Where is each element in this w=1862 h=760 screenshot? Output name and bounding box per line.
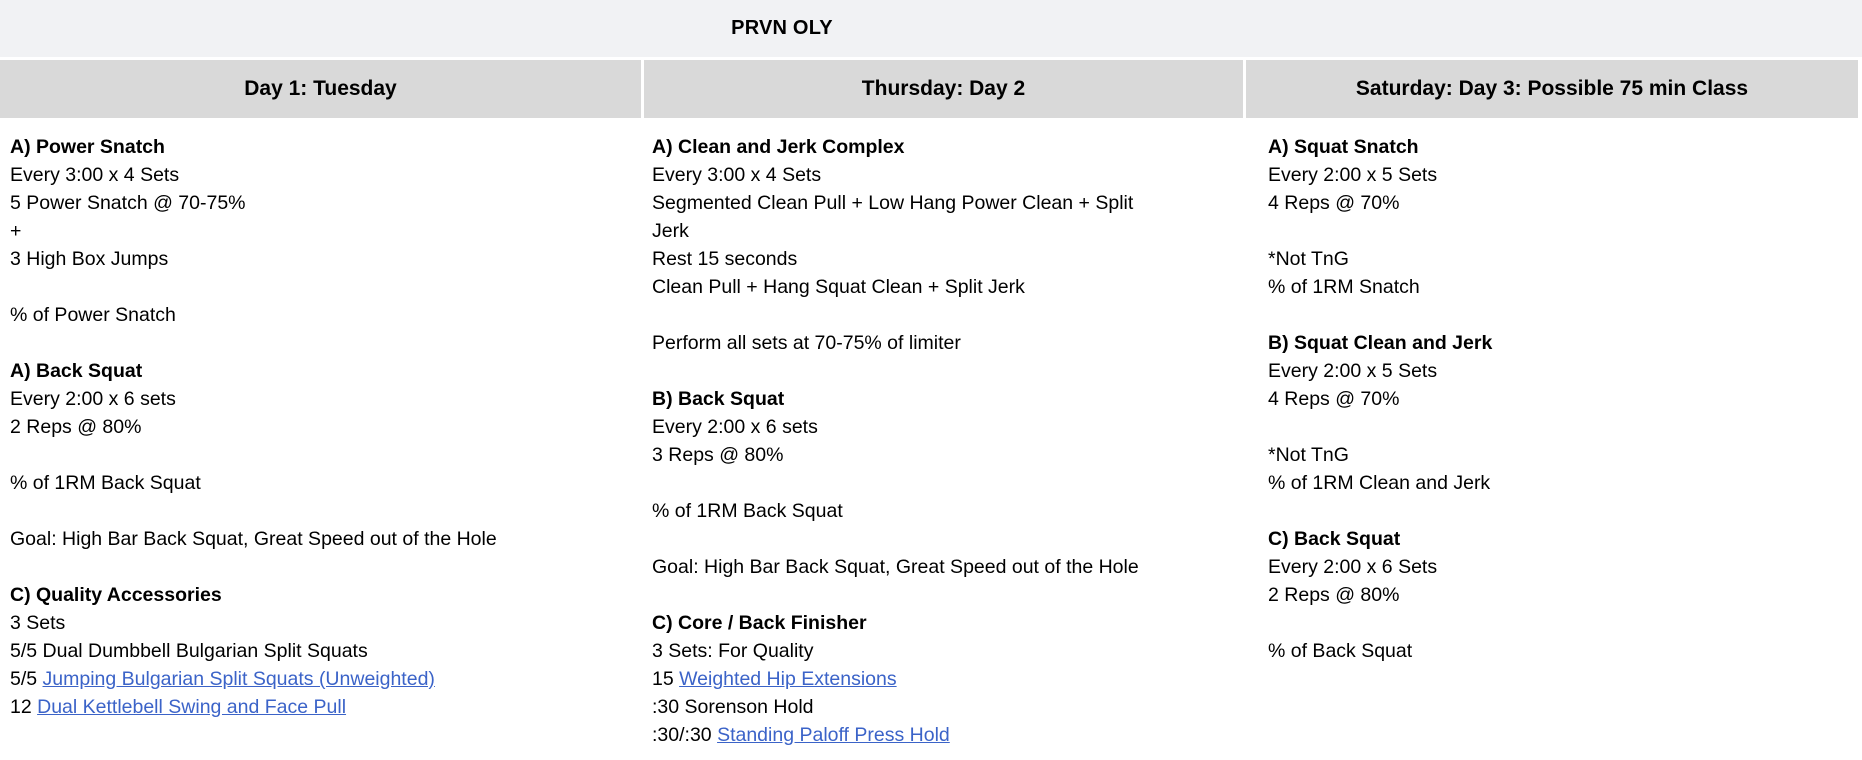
- workout-line: % of 1RM Clean and Jerk: [1268, 472, 1491, 494]
- column-header-day3: Saturday: Day 3: Possible 75 min Class: [1246, 60, 1858, 118]
- workout-line: :30 Sorenson Hold: [652, 696, 814, 718]
- workout-line: Goal: High Bar Back Squat, Great Speed out of the Hole: [10, 528, 497, 550]
- workout-line: 2 Reps @ 80%: [10, 416, 142, 438]
- workout-line: [652, 301, 1243, 329]
- workout-line: [1268, 217, 1858, 245]
- section-heading: C) Quality Accessories: [10, 584, 222, 606]
- exercise-link[interactable]: Jumping Bulgarian Split Squats (Unweighted): [42, 668, 435, 690]
- workout-line: Every 3:00 x 4 Sets: [10, 164, 180, 186]
- sheet-title-row: [0, 0, 1862, 57]
- workout-line: [10, 497, 641, 525]
- section-heading: C) Back Squat: [1268, 528, 1401, 550]
- workout-line: 5/5 Jumping Bulgarian Split Squats (Unweighted): [10, 668, 435, 690]
- workout-line: % of Power Snatch: [10, 304, 176, 326]
- workout-line: 12 Dual Kettlebell Swing and Face Pull: [10, 696, 347, 718]
- workout-line: 15 Weighted Hip Extensions: [652, 668, 897, 690]
- workout-line: [1268, 497, 1858, 525]
- workout-line: Every 2:00 x 5 Sets: [1268, 164, 1438, 186]
- section-heading: C) Core / Back Finisher: [652, 612, 867, 634]
- workout-line: +: [10, 220, 22, 242]
- section-heading: A) Squat Snatch: [1268, 136, 1419, 158]
- workout-line: 3 Sets: For Quality: [652, 640, 814, 662]
- workout-line: *Not TnG: [1268, 444, 1349, 466]
- workout-line: % of 1RM Back Squat: [652, 500, 843, 522]
- workout-line: Every 2:00 x 6 Sets: [1268, 556, 1438, 578]
- exercise-link[interactable]: Weighted Hip Extensions: [679, 668, 897, 690]
- workout-line: % of Back Squat: [1268, 640, 1413, 662]
- day1-workout-cell: [0, 118, 641, 760]
- workout-line: [652, 525, 1243, 553]
- column-header-day1: Day 1: Tuesday: [0, 60, 641, 118]
- workout-line: *Not TnG: [1268, 248, 1349, 270]
- section-heading: B) Squat Clean and Jerk: [1268, 332, 1493, 354]
- workout-line: 2 Reps @ 80%: [1268, 584, 1400, 606]
- workout-line: Every 2:00 x 6 sets: [10, 388, 176, 410]
- section-heading: A) Clean and Jerk Complex: [652, 136, 905, 158]
- workout-line: [10, 553, 641, 581]
- workout-body-row: [0, 118, 1858, 760]
- exercise-link[interactable]: Standing Paloff Press Hold: [717, 724, 950, 746]
- workout-line: Every 3:00 x 4 Sets: [652, 164, 822, 186]
- workout-line: 3 High Box Jumps: [10, 248, 169, 270]
- section-heading: A) Back Squat: [10, 360, 143, 382]
- page-title: PRVN OLY: [731, 17, 833, 39]
- exercise-link[interactable]: Dual Kettlebell Swing and Face Pull: [37, 696, 347, 718]
- workout-line: [652, 581, 1243, 609]
- workout-line: [10, 441, 641, 469]
- workout-line: 5 Power Snatch @ 70-75%: [10, 192, 246, 214]
- workout-line: 3 Reps @ 80%: [652, 444, 784, 466]
- workout-line: Every 2:00 x 5 Sets: [1268, 360, 1438, 382]
- workout-line: Segmented Clean Pull + Low Hang Power Clean + Split: [652, 192, 1134, 214]
- workout-line: Every 2:00 x 6 sets: [652, 416, 818, 438]
- sheet-title-container: [0, 0, 1564, 57]
- workout-line: 4 Reps @ 70%: [1268, 192, 1400, 214]
- workout-line: [652, 469, 1243, 497]
- workout-line: Jerk: [652, 220, 689, 242]
- workout-line: [1268, 609, 1858, 637]
- workout-line: [10, 329, 641, 357]
- workout-line: % of 1RM Snatch: [1268, 276, 1420, 298]
- workout-line: Perform all sets at 70-75% of limiter: [652, 332, 961, 354]
- column-header-day2: Thursday: Day 2: [644, 60, 1243, 118]
- workout-line: 3 Sets: [10, 612, 66, 634]
- workout-line: 5/5 Dual Dumbbell Bulgarian Split Squats: [10, 640, 368, 662]
- workout-line: Clean Pull + Hang Squat Clean + Split Jerk: [652, 276, 1025, 298]
- workout-line: [10, 273, 641, 301]
- workout-line: Rest 15 seconds: [652, 248, 798, 270]
- workout-line: 4 Reps @ 70%: [1268, 388, 1400, 410]
- workout-line: [1268, 413, 1858, 441]
- workout-line: % of 1RM Back Squat: [10, 472, 201, 494]
- workout-line: Goal: High Bar Back Squat, Great Speed out of the Hole: [652, 556, 1139, 578]
- workout-line: :30/:30 Standing Paloff Press Hold: [652, 724, 950, 746]
- day-header-row: [0, 60, 1858, 118]
- section-heading: B) Back Squat: [652, 388, 785, 410]
- section-heading: A) Power Snatch: [10, 136, 165, 158]
- workout-line: [1268, 301, 1858, 329]
- day3-workout-cell: [1246, 118, 1858, 760]
- day2-workout-cell: [644, 118, 1243, 760]
- workout-line: [652, 357, 1243, 385]
